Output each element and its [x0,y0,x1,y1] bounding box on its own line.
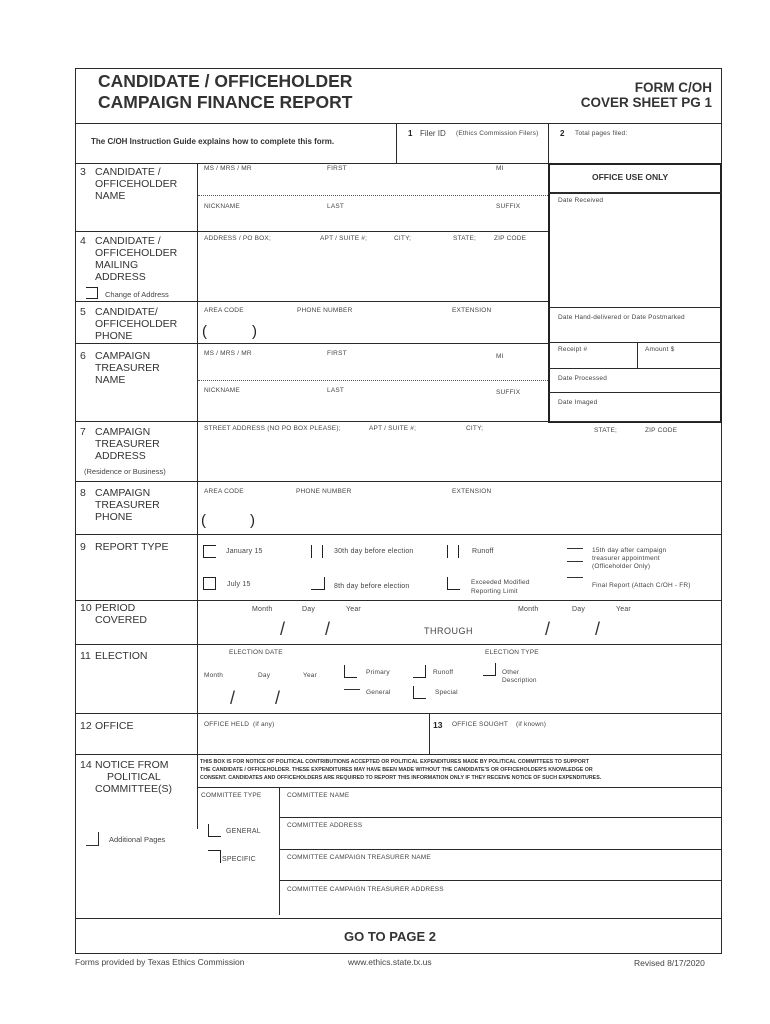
rule [75,644,722,645]
office-use-title: OFFICE USE ONLY [592,172,669,182]
committee-address-label: COMMITTEE ADDRESS [287,822,363,829]
additional-pages-label: Additional Pages [109,835,166,844]
filer-id-input[interactable] [400,142,547,162]
section-5-number: 5 [80,306,86,318]
change-of-address-label: Change of Address [105,290,169,299]
date-imaged-label: Date Imaged [558,399,598,406]
section-6-number: 6 [80,350,86,362]
go-to-page-2: GO TO PAGE 2 [344,929,436,944]
checkbox-mark [98,832,99,845]
office-sought-sub: (if known) [516,721,547,728]
committee-treasurer-name-label: COMMITTEE CAMPAIGN TREASURER NAME [287,854,431,861]
committee-treasurer-name-input[interactable] [283,864,718,878]
15th-day-checkbox[interactable] [567,548,583,549]
rule [75,301,548,302]
form-subtitle: COVER SHEET PG 1 [580,95,712,110]
section-10-line2: COVERED [95,614,147,626]
committee-treasurer-address-input[interactable] [283,896,718,913]
date-hand-delivered-label: Date Hand-delivered or Date Postmarked [558,314,685,321]
frame-top [75,68,722,69]
rule [429,713,430,754]
exceeded-limit-label-1: Exceeded Modified [471,579,530,586]
committee-treasurer-address-label: COMMITTEE CAMPAIGN TREASURER ADDRESS [287,886,444,893]
filer-id-label: Filer ID [420,129,446,138]
section-12-number: 12 [80,720,92,732]
field-first-treasurer: FIRST [327,350,347,357]
period-start-date-input[interactable] [240,616,370,640]
footer-revised: Revised 8/17/2020 [634,958,705,968]
section-7-note: (Residence or Business) [84,467,166,476]
section-3-line3: NAME [95,190,126,202]
15th-day-label-3: (Officeholder Only) [592,563,651,570]
field-apt-7: APT / SUITE #; [369,425,417,432]
section-4-line4: ADDRESS [95,271,146,283]
treasurer-first-name-input[interactable] [200,360,545,378]
15th-day-label-2: treasurer appointment [592,555,660,562]
field-zip-7: ZIP CODE [645,427,678,434]
exceeded-limit-checkbox[interactable] [447,577,460,590]
footer-url: www.ethics.state.tx.us [348,957,432,967]
period-through-label: THROUGH [424,626,473,636]
rule [548,307,722,308]
election-date-input[interactable] [200,683,330,707]
field-suffix: SUFFIX [496,203,521,210]
field-phone-number: PHONE NUMBER [297,307,353,314]
period-month-label: Month [252,606,273,613]
filer-id-sub: (Ethics Commission Filers) [456,130,539,137]
office-held-input[interactable] [200,730,426,752]
rule [548,192,722,194]
candidate-phone-input[interactable] [200,318,545,342]
period-end-slash-1: / [545,619,551,639]
committee-name-label: COMMITTEE NAME [287,792,350,799]
general-committee-label: GENERAL [226,828,261,835]
section-7-line1: CAMPAIGN [95,426,151,438]
treasurer-last-name-input[interactable] [200,397,545,417]
runoff-election-checkbox[interactable] [413,665,426,678]
special-checkbox[interactable] [413,686,426,699]
july-15-label: July 15 [227,581,251,588]
field-last-treasurer: LAST [327,387,345,394]
field-apt: APT / SUITE #; [320,235,368,242]
section-5-line3: PHONE [95,330,133,342]
runoff-election-label: Runoff [433,669,454,676]
field-city-7: CITY; [466,425,484,432]
section-11-number: 11 [80,650,91,662]
area-code-close-paren: ) [252,323,257,340]
area-code-open-paren-8: ( [201,512,206,529]
treasurer-address-input[interactable] [200,437,718,479]
section-14-number: 14 [80,759,92,771]
additional-pages-checkbox[interactable] [86,845,99,846]
general-checkbox[interactable] [344,689,360,690]
candidate-first-name-input[interactable] [200,175,545,193]
section-6-line2: TREASURER [95,362,160,374]
rule [197,787,722,788]
8th-day-label: 8th day before election [334,583,410,590]
area-code-open-paren: ( [202,323,207,340]
rule [75,421,722,422]
section-7-number: 7 [80,426,86,438]
period-end-slash-2: / [595,619,601,639]
section-8-number: 8 [80,487,86,499]
runoff-report-checkbox[interactable] [447,545,459,558]
rule [75,754,722,755]
section-9-number: 9 [80,541,86,553]
rule [279,880,722,881]
section-5-line1: CANDIDATE/ [95,306,158,318]
section-8-line2: TREASURER [95,499,160,511]
rule [396,123,397,163]
dotted-rule [198,380,548,381]
30th-day-label: 30th day before election [334,548,414,555]
other-label-1: Other [502,669,520,676]
section-10-number: 10 [80,602,92,614]
rule [75,534,722,535]
other-election-checkbox[interactable] [483,663,496,676]
section-4-number: 4 [80,235,86,247]
instruction-text: The C/OH Instruction Guide explains how to complete this form. [91,137,335,146]
election-day-label: Day [258,672,271,679]
frame-bottom [75,953,722,954]
checkbox-mark [567,561,583,562]
section-7-line2: TREASURER [95,438,160,450]
area-code-close-paren-8: ) [250,512,255,529]
date-received-label: Date Received [558,197,604,204]
notice-text-line3: CONSENT. CANDIDATES AND OFFICEHOLDERS ARE REQUIRED TO REPORT THIS INFORMATION ONLY IF THEY RECEIVE NOTICE OF SUCH EXPENDITURES. [200,775,602,781]
form-title-line1: CANDIDATE / OFFICEHOLDER [98,71,353,91]
period-day-label: Day [302,606,316,613]
section-3-number: 3 [80,166,86,178]
other-label-2: Description [502,677,537,684]
rule [75,231,548,232]
period-month2-label: Month [518,606,539,613]
exceeded-limit-label-2: Reporting Limit [471,588,518,595]
july-15-checkbox[interactable] [203,577,216,590]
8th-day-checkbox[interactable] [311,577,325,590]
dotted-rule [198,195,548,196]
field-city: CITY; [394,235,412,242]
field-zip: ZIP CODE [494,235,527,242]
section-6-line1: CAMPAIGN [95,350,151,362]
rule [75,481,722,482]
field-state: STATE; [453,235,476,242]
field-state-7: STATE; [594,427,617,434]
field-area-code: AREA CODE [204,307,244,314]
period-start-slash-2: / [325,619,331,639]
runoff-report-label: Runoff [472,548,494,555]
field-nickname: NICKNAME [204,203,240,210]
committee-address-input[interactable] [283,832,718,848]
total-pages-input[interactable] [552,142,718,162]
field-extension-8: EXTENSION [452,488,492,495]
filer-id-number: 1 [408,129,413,138]
rule [637,342,638,368]
election-date-label: ELECTION DATE [229,649,283,656]
period-start-slash-1: / [280,619,286,639]
rule [75,600,722,601]
rule [548,392,722,393]
section-9-label: REPORT TYPE [95,541,169,553]
section-3-line1: CANDIDATE / [95,166,161,178]
rule [197,163,198,829]
field-street-address: STREET ADDRESS (NO PO BOX PLEASE); [204,425,341,432]
period-end-date-input[interactable] [510,616,650,640]
field-phone-number-8: PHONE NUMBER [296,488,352,495]
field-ms-mrs-mr: MS / MRS / MR [204,165,252,172]
field-ms-mrs-mr-treasurer: MS / MRS / MR [204,350,252,357]
change-of-address-checkbox[interactable] [86,287,98,299]
rule [279,817,722,818]
amount-label: Amount $ [645,346,675,353]
section-10-line1: PERIOD [95,602,136,614]
section-14-line3: COMMITTEE(S) [95,783,172,795]
rule [75,343,548,344]
rule [548,342,722,343]
period-year-label: Year [346,606,361,613]
field-extension: EXTENSION [452,307,492,314]
section-11-label: ELECTION [95,650,148,662]
section-14-line1: NOTICE FROM [95,759,169,771]
field-area-code-8: AREA CODE [204,488,244,495]
election-month-label: Month [204,672,224,679]
period-day2-label: Day [572,606,586,613]
field-mi: MI [496,165,504,172]
section-4-line2: OFFICEHOLDER [95,247,178,259]
specific-committee-label: SPECIFIC [222,856,256,863]
field-address-po: ADDRESS / PO BOX; [204,235,271,242]
section-14-line2: POLITICAL [107,771,161,783]
general-label: General [366,689,391,696]
section-4-line3: MAILING [95,259,139,271]
notice-text-line1: THIS BOX IS FOR NOTICE OF POLITICAL CONTRIBUTIONS ACCEPTED OR POLITICAL EXPENDITURES MADE BY POLITICAL COMMITTEES TO SUPPORT [200,759,589,765]
field-last: LAST [327,203,345,210]
office-held-label: OFFICE HELD [204,721,250,728]
rule [279,849,722,850]
section-3-line2: OFFICEHOLDER [95,178,178,190]
rule [548,368,722,369]
office-held-sub: (if any) [253,721,275,728]
january-15-checkbox[interactable] [203,545,216,558]
section-12-label: OFFICE [95,720,134,732]
final-report-label: Final Report (Attach C/OH - FR) [592,582,691,589]
period-year2-label: Year [616,606,631,613]
section-6-line3: NAME [95,374,126,386]
field-mi-treasurer: MI [496,353,504,360]
section-8-line3: PHONE [95,511,133,523]
primary-label: Primary [366,669,390,676]
election-year-label: Year [303,672,317,679]
section-13-number: 13 [433,720,443,730]
office-sought-label: OFFICE SOUGHT [452,721,509,728]
office-sought-input[interactable] [432,730,718,752]
footer-provided-by: Forms provided by Texas Ethics Commission [75,957,245,967]
30th-day-checkbox[interactable] [311,545,323,558]
form-title-line2: CAMPAIGN FINANCE REPORT [98,92,353,112]
special-label: Special [435,689,458,696]
section-5-line2: OFFICEHOLDER [95,318,178,330]
frame-left [75,68,76,953]
section-8-line1: CAMPAIGN [95,487,151,499]
section-4-line1: CANDIDATE / [95,235,161,247]
treasurer-phone-input[interactable] [200,500,718,532]
notice-text-line2: THE CANDIDATE / OFFICEHOLDER. THESE EXPENDITURES MAY HAVE BEEN MADE WITHOUT THE CANDIDATE'S OR OFFICEHOLDER'S KNOWLEDGE OR [200,767,593,773]
form-code: FORM C/OH [634,80,712,95]
committee-type-label: COMMITTEE TYPE [201,792,262,799]
final-report-checkbox[interactable] [567,577,583,578]
rule [548,123,549,163]
rule [75,713,722,714]
section-7-line3: ADDRESS [95,450,146,462]
general-committee-checkbox[interactable] [208,824,221,837]
field-nickname-treasurer: NICKNAME [204,387,240,394]
15th-day-label-1: 15th day after campaign [592,547,667,554]
candidate-last-name-input[interactable] [200,212,545,228]
rule [75,123,722,124]
field-suffix-treasurer: SUFFIX [496,389,521,396]
specific-committee-checkbox[interactable] [208,850,221,863]
receipt-label: Receipt # [558,346,588,353]
committee-name-input[interactable] [283,802,718,816]
date-processed-label: Date Processed [558,375,608,382]
primary-checkbox[interactable] [344,665,357,678]
election-slash-1: / [230,688,236,708]
january-15-label: January 15 [226,548,263,555]
total-pages-label: Total pages filed: [575,130,628,137]
election-slash-2: / [275,688,281,708]
candidate-mailing-address-input[interactable] [200,246,545,298]
rule [279,787,280,915]
field-first: FIRST [327,165,347,172]
election-type-label: ELECTION TYPE [485,649,539,656]
total-pages-number: 2 [560,129,565,138]
rule [75,918,722,919]
